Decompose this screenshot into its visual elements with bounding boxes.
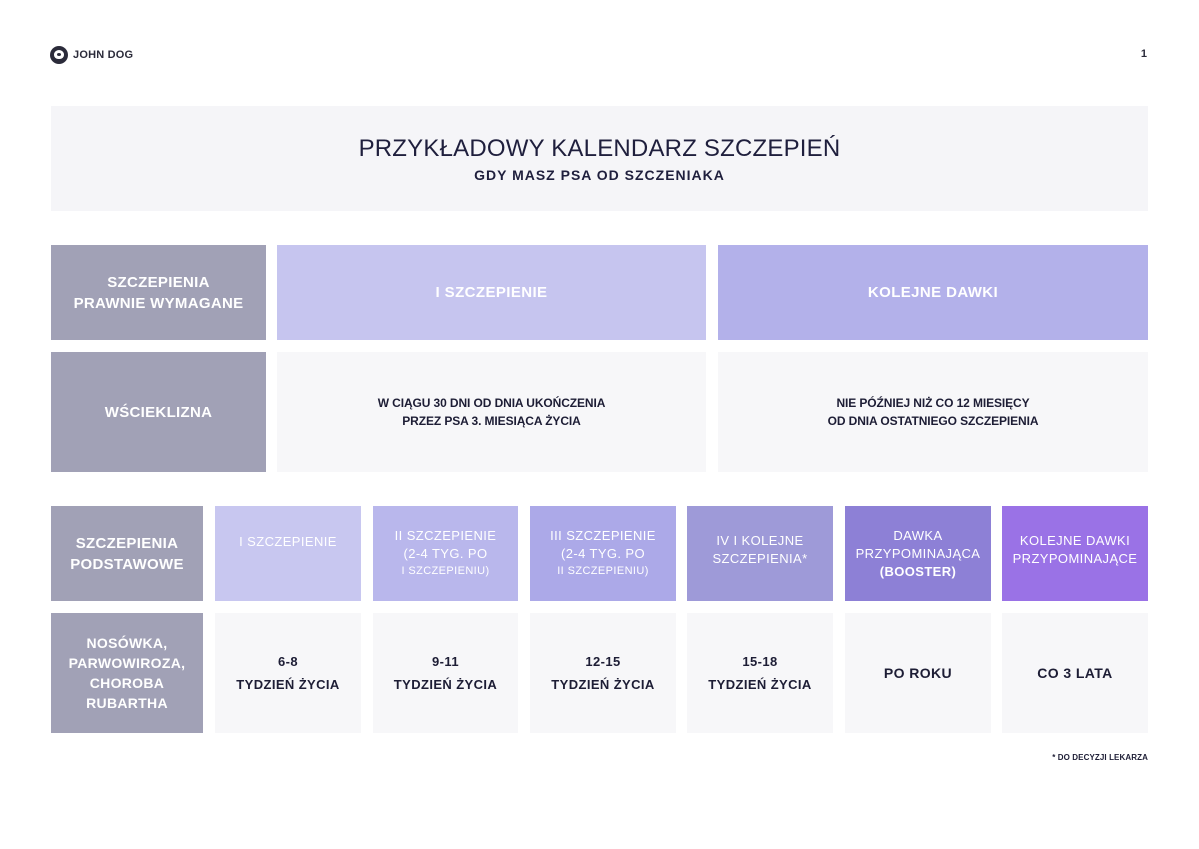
legal-col-first-vaccination	[277, 245, 706, 340]
disease-line3: CHOROBA	[89, 675, 165, 691]
dog-head-icon	[50, 46, 68, 64]
page-number: 1	[1140, 48, 1147, 60]
rabies-first-dose-cell	[277, 352, 706, 472]
legal-col-next-doses	[718, 245, 1148, 340]
stage-1-line1: I SZCZEPIENIE	[239, 534, 337, 549]
stage-2-line3: I SZCZEPIENIU)	[401, 565, 490, 577]
stage-6-line2: PRZYPOMINAJĄCE	[1012, 551, 1138, 566]
stage-header-1	[215, 506, 361, 601]
age-4-range: 15-18	[742, 654, 778, 669]
page-title: PRZYKŁADOWY KALENDARZ SZCZEPIEŃ	[358, 135, 841, 162]
age-6-label: CO 3 LATA	[1037, 664, 1113, 681]
age-cell-4	[687, 613, 833, 733]
stage-5-line1: DAWKA	[893, 527, 943, 543]
age-cell-1	[215, 613, 361, 733]
legal-col2-header: KOLEJNE DAWKI	[867, 284, 999, 301]
age-2-range: 9-11	[432, 654, 459, 669]
stage-4-line2: SZCZEPIENIA*	[712, 551, 808, 566]
stage-header-5	[845, 506, 991, 601]
disease-line4: RUBARTHA	[86, 695, 168, 711]
age-5-label: PO ROKU	[883, 664, 953, 681]
rabies-label: WŚCIEKLIZNA	[104, 403, 213, 421]
rabies-first-line2: PRZEZ PSA 3. MIESIĄCA ŻYCIA	[402, 414, 581, 428]
basic-label-line2: PODSTAWOWE	[70, 555, 184, 573]
age-cell-3	[530, 613, 676, 733]
legal-section-label	[51, 245, 266, 340]
rabies-row-label	[51, 352, 266, 472]
stage-4-line1: IV I KOLEJNE	[716, 533, 804, 548]
disease-line1: NOSÓWKA,	[86, 635, 168, 651]
legal-label-line1: SZCZEPIENIA	[107, 273, 210, 291]
stage-header-6	[1002, 506, 1148, 601]
age-1-range: 6-8	[278, 654, 298, 669]
age-3-range: 12-15	[585, 654, 621, 669]
stage-header-4	[687, 506, 833, 601]
age-4-unit: TYDZIEŃ ŻYCIA	[708, 677, 812, 692]
title-banner	[51, 106, 1148, 211]
age-cell-5	[845, 613, 991, 733]
stage-5-line2: PRZYPOMINAJĄCA	[855, 545, 981, 561]
rabies-next-line2: OD DNIA OSTATNIEGO SZCZEPIENIA	[827, 414, 1039, 428]
stage-2-line1: II SZCZEPIENIE	[394, 528, 497, 543]
age-1-unit: TYDZIEŃ ŻYCIA	[236, 677, 340, 692]
stage-3-line2: (2-4 TYG. PO	[560, 546, 646, 561]
rabies-next-line1: NIE PÓŹNIEJ NIŻ CO 12 MIESIĘCY	[836, 396, 1030, 410]
stage-2-line2: (2-4 TYG. PO	[403, 546, 488, 561]
legal-label-line2: PRAWNIE WYMAGANE	[73, 294, 244, 312]
age-cell-2	[373, 613, 518, 733]
brand-logo	[50, 46, 133, 64]
basic-row-label	[51, 613, 203, 733]
stage-header-2	[373, 506, 518, 601]
stage-5-line3: (BOOSTER)	[879, 563, 957, 579]
basic-section-label	[51, 506, 203, 601]
rabies-next-doses-cell	[718, 352, 1148, 472]
stage-header-3	[530, 506, 676, 601]
stage-6-line1: KOLEJNE DAWKI	[1019, 533, 1131, 548]
stage-3-line1: III SZCZEPIENIE	[550, 528, 656, 543]
page-subtitle: GDY MASZ PSA OD SZCZENIAKA	[474, 167, 725, 183]
age-3-unit: TYDZIEŃ ŻYCIA	[551, 677, 655, 692]
disease-line2: PARWOWIROZA,	[68, 655, 186, 671]
brand-name: JOHN DOG	[73, 49, 134, 61]
age-2-unit: TYDZIEŃ ŻYCIA	[393, 677, 498, 692]
age-cell-6	[1002, 613, 1148, 733]
rabies-first-line1: W CIĄGU 30 DNI OD DNIA UKOŃCZENIA	[377, 396, 606, 410]
footnote: * DO DECYZJI LEKARZA	[1052, 753, 1148, 762]
basic-label-line1: SZCZEPIENIA	[75, 534, 179, 552]
legal-col1-header: I SZCZEPIENIE	[435, 284, 548, 301]
stage-3-line3: II SZCZEPIENIU)	[557, 565, 649, 577]
